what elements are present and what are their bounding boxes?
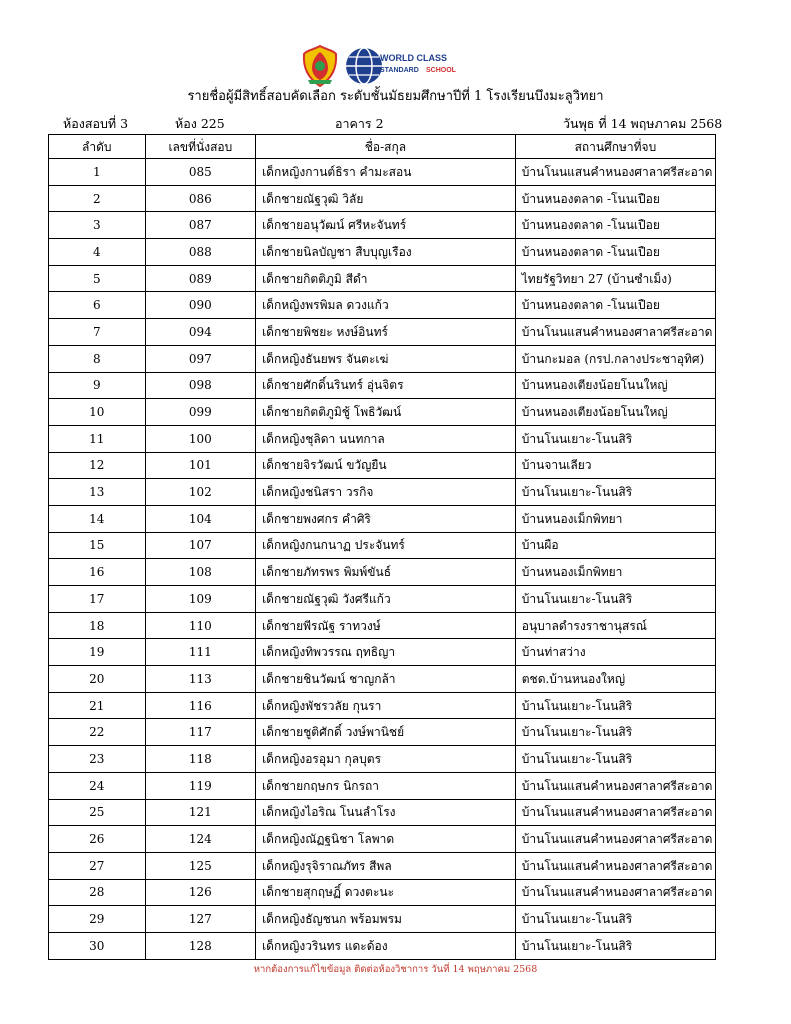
previous-school: บ้านโนนเยาะ-โนนสิริ [515,746,715,773]
previous-school: บ้านจานเลียว [515,452,715,479]
table-row [49,399,716,426]
previous-school: บ้านผือ [515,532,715,559]
seat-number: 090 [145,292,255,319]
seat-number: 086 [145,185,255,212]
student-name: เด็กชายศักดิ์นรินทร์ อุ่นจิตร [256,372,516,399]
previous-school: บ้านโนนแสนคำหนองศาลาศรีสะอาด [515,159,715,186]
row-order: 10 [49,399,146,426]
table-row [49,239,716,266]
column-header-order: ลำดับ [49,135,146,159]
table-row [49,772,716,799]
table-row [49,746,716,773]
previous-school: บ้านโนนแสนคำหนองศาลาศรีสะอาด [515,826,715,853]
student-name: เด็กหญิงณัฏฐนิชา โลพาด [256,826,516,853]
row-order: 15 [49,532,146,559]
column-header-school: สถานศึกษาที่จบ [515,135,715,159]
column-header-seat: เลขที่นั่งสอบ [145,135,255,159]
table-row [49,532,716,559]
student-name: เด็กหญิงกานต์ธิรา คำมะสอน [256,159,516,186]
table-row [49,612,716,639]
previous-school: บ้านหนองเม็กพิทยา [515,559,715,586]
table-header-row [49,135,716,159]
previous-school: บ้านหนองตลาด -โนนเปือย [515,212,715,239]
table-row [49,666,716,693]
seat-number: 094 [145,319,255,346]
table-row [49,345,716,372]
student-name: เด็กชายชินวัฒน์ ชาญกล้า [256,666,516,693]
previous-school: บ้านโนนแสนคำหนองศาลาศรีสะอาด [515,772,715,799]
previous-school: ไทยรัฐวิทยา 27 (บ้านซำเม็ง) [515,265,715,292]
row-order: 12 [49,452,146,479]
student-name: เด็กชายกิตติภูมิชู้ โพธิวัฒน์ [256,399,516,426]
row-order: 1 [49,159,146,186]
seat-number: 104 [145,505,255,532]
previous-school: บ้านท่าสว่าง [515,639,715,666]
student-name: เด็กหญิงรุจิราณภัทร สีพล [256,852,516,879]
previous-school: บ้านโนนเยาะ-โนนสิริ [515,586,715,613]
footer-note: หากต้องการแก้ไขข้อมูล ติดต่อห้องวิชาการ วันที่ 14 พฤษภาคม 2568 [253,964,538,975]
student-name: เด็กหญิงชุลิดา นนทกาล [256,425,516,452]
column-header-name: ชื่อ-สกุล [256,135,516,159]
exam-info-row [0,114,791,132]
table-row [49,292,716,319]
row-order: 30 [49,932,146,959]
student-name: เด็กหญิงชนิสรา วรกิจ [256,479,516,506]
room-label: ห้อง 225 [175,116,225,131]
row-order: 8 [49,345,146,372]
exam-date: วันพุธ ที่ 14 พฤษภาคม 2568 [563,116,723,131]
row-order: 5 [49,265,146,292]
student-name: เด็กชายพีรณัฐ ราทวงษ์ [256,612,516,639]
row-order: 25 [49,799,146,826]
row-order: 16 [49,559,146,586]
student-name: เด็กชายชูติศักดิ์ วงษ์พานิชย์ [256,719,516,746]
previous-school: บ้านหนองตลาด -โนนเปือย [515,292,715,319]
seat-number: 110 [145,612,255,639]
logo-text-standard: STANDARD [380,67,419,74]
header-logos [300,44,480,88]
student-name: เด็กชายกิตติภูมิ สีดำ [256,265,516,292]
seat-number: 101 [145,452,255,479]
table-row [49,372,716,399]
student-name: เด็กหญิงกนกนาฏ ประจันทร์ [256,532,516,559]
seat-number: 088 [145,239,255,266]
world-class-logo-text [378,50,474,80]
row-order: 4 [49,239,146,266]
student-name: เด็กชายณัฐวุฒิ วิลัย [256,185,516,212]
seat-number: 102 [145,479,255,506]
seat-number: 128 [145,932,255,959]
seat-number: 125 [145,852,255,879]
row-order: 21 [49,692,146,719]
previous-school: บ้านโนนแสนคำหนองศาลาศรีสะอาด [515,319,715,346]
seat-number: 124 [145,826,255,853]
previous-school: บ้านโนนเยาะ-โนนสิริ [515,425,715,452]
previous-school: บ้านหนองเตียงน้อยโนนใหญ่ [515,399,715,426]
seat-number: 087 [145,212,255,239]
seat-number: 085 [145,159,255,186]
table-row [49,159,716,186]
previous-school: บ้านหนองตลาด -โนนเปือย [515,239,715,266]
seat-number: 118 [145,746,255,773]
table-body [49,159,716,960]
table-row [49,479,716,506]
seat-number: 116 [145,692,255,719]
previous-school: ตชด.บ้านหนองใหญ่ [515,666,715,693]
table-row [49,265,716,292]
seat-number: 109 [145,586,255,613]
row-order: 29 [49,906,146,933]
previous-school: บ้านโนนเยาะ-โนนสิริ [515,906,715,933]
row-order: 20 [49,666,146,693]
previous-school: บ้านโนนเยาะ-โนนสิริ [515,479,715,506]
row-order: 7 [49,319,146,346]
previous-school: บ้านหนองเม็กพิทยา [515,505,715,532]
table-row [49,319,716,346]
student-name: เด็กหญิงวรินทร แดะด้อง [256,932,516,959]
table-row [49,559,716,586]
row-order: 24 [49,772,146,799]
seat-number: 097 [145,345,255,372]
student-name: เด็กหญิงธัญชนก พร้อมพรม [256,906,516,933]
student-name: เด็กชายจิรวัฒน์ ขวัญยืน [256,452,516,479]
table-row [49,452,716,479]
table-row [49,932,716,959]
row-order: 23 [49,746,146,773]
seat-number: 100 [145,425,255,452]
row-order: 18 [49,612,146,639]
previous-school: บ้านโนนแสนคำหนองศาลาศรีสะอาด [515,879,715,906]
row-order: 22 [49,719,146,746]
seat-number: 111 [145,639,255,666]
student-name: เด็กชายพิชยะ หงษ์อินทร์ [256,319,516,346]
previous-school: บ้านโนนเยาะ-โนนสิริ [515,692,715,719]
row-order: 28 [49,879,146,906]
student-name: เด็กชายนิลบัญชา สืบบุญเรือง [256,239,516,266]
table-row [49,879,716,906]
seat-number: 099 [145,399,255,426]
row-order: 6 [49,292,146,319]
student-name: เด็กหญิงไอริณ โนนลำโรง [256,799,516,826]
previous-school: บ้านหนองเตียงน้อยโนนใหญ่ [515,372,715,399]
seat-number: 107 [145,532,255,559]
seat-number: 089 [145,265,255,292]
student-name: เด็กหญิงพัชรวลัย กุนรา [256,692,516,719]
seat-number: 098 [145,372,255,399]
student-name: เด็กชายพงศกร คำศิริ [256,505,516,532]
logo-text-world: WORLD CLASS [380,53,447,63]
row-order: 14 [49,505,146,532]
previous-school: บ้านกะมอล (กรป.กลางประชาอุทิศ) [515,345,715,372]
table-row [49,425,716,452]
row-order: 26 [49,826,146,853]
seat-number: 117 [145,719,255,746]
seat-number: 126 [145,879,255,906]
seat-number: 108 [145,559,255,586]
row-order: 27 [49,852,146,879]
student-name: เด็กหญิงอรอุมา กุลบุตร [256,746,516,773]
table-row [49,799,716,826]
row-order: 2 [49,185,146,212]
table-row [49,692,716,719]
table-row [49,639,716,666]
student-name: เด็กชายณัฐวุฒิ วังศรีแก้ว [256,586,516,613]
student-name: เด็กชายกฤษกร นิกรถา [256,772,516,799]
seat-number: 127 [145,906,255,933]
table-row [49,719,716,746]
page-title: รายชื่อผู้มีสิทธิ์สอบคัดเลือก ระดับชั้นมัธยมศึกษาปีที่ 1 โรงเรียนบึงมะลูวิทยา [187,89,604,104]
student-name: เด็กชายภัทรพร พิมพ์ขันธ์ [256,559,516,586]
student-name: เด็กหญิงธันยพร จันตะเฆ่ [256,345,516,372]
student-name: เด็กชายสุกฤษฏิ์ ดวงตะนะ [256,879,516,906]
row-order: 17 [49,586,146,613]
previous-school: บ้านโนนแสนคำหนองศาลาศรีสะอาด [515,852,715,879]
candidate-table [48,134,716,960]
row-order: 11 [49,425,146,452]
seat-number: 119 [145,772,255,799]
previous-school: บ้านหนองตลาด -โนนเปือย [515,185,715,212]
table-row [49,586,716,613]
seat-number: 113 [145,666,255,693]
table-row [49,185,716,212]
row-order: 13 [49,479,146,506]
previous-school: บ้านโนนแสนคำหนองศาลาศรีสะอาด [515,799,715,826]
building-label: อาคาร 2 [335,116,384,131]
student-name: เด็กชายอนุวัฒน์ ศรีหะจันทร์ [256,212,516,239]
row-order: 9 [49,372,146,399]
school-crest-icon [300,44,340,88]
student-name: เด็กหญิงทิพวรรณ ฤทธิญา [256,639,516,666]
previous-school: บ้านโนนเยาะ-โนนสิริ [515,932,715,959]
table-row [49,212,716,239]
table-row [49,505,716,532]
table-row [49,826,716,853]
logo-text-school: SCHOOL [426,67,456,74]
previous-school: อนุบาลดำรงราชานุสรณ์ [515,612,715,639]
row-order: 3 [49,212,146,239]
seat-number: 121 [145,799,255,826]
exam-room-number: ห้องสอบที่ 3 [63,116,129,131]
student-name: เด็กหญิงพรพิมล ดวงแก้ว [256,292,516,319]
table-row [49,906,716,933]
table-row [49,852,716,879]
row-order: 19 [49,639,146,666]
previous-school: บ้านโนนเยาะ-โนนสิริ [515,719,715,746]
